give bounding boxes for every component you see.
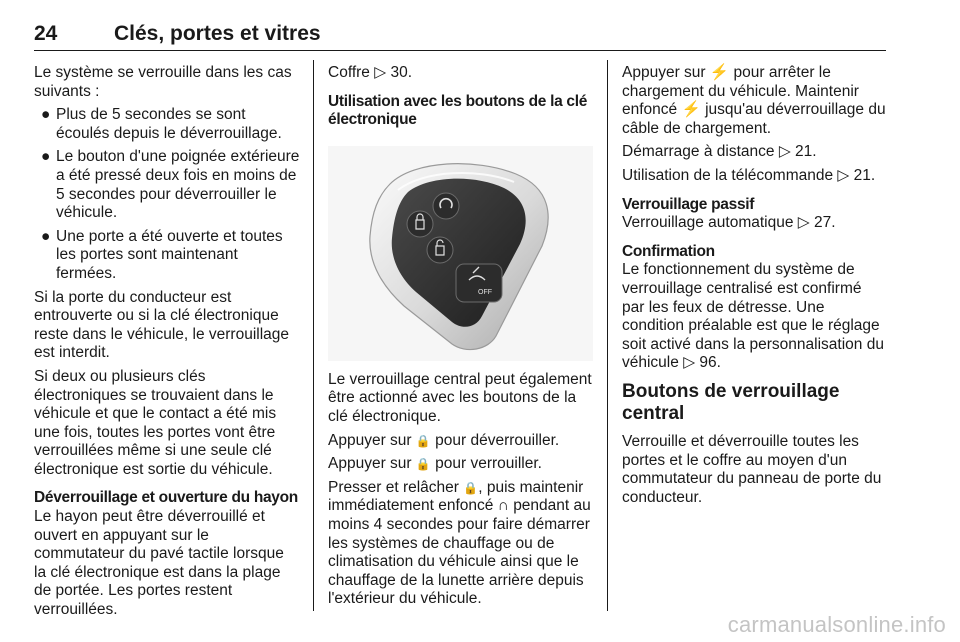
multiple-keys-paragraph: Si deux ou plusieurs clés électroniques se trouvaient dans le véhicule et que le contact a été mis une fois, toutes les portes vont être verrouillées même si une seule clé électronique est sortie du véhicule.	[34, 367, 277, 478]
driver-door-paragraph: Si la porte du conducteur est entrouverte ou si la clé électronique reste dans le véhicule, le verrouillage est interdit.	[34, 288, 290, 362]
column-divider-1	[313, 60, 314, 611]
bullet-icon: ●	[41, 227, 51, 245]
column-2	[328, 64, 595, 614]
page-number: 24	[34, 22, 58, 45]
list-item: ● Une porte a été ouverte et toutes les portes sont maintenant fermées.	[41, 227, 283, 282]
column-divider-2	[607, 60, 608, 611]
column-3	[622, 64, 888, 512]
reference-arrow-icon: ▷	[374, 64, 387, 81]
remote-start-icon: ∩	[497, 497, 509, 515]
conditions-list	[34, 106, 300, 283]
key-fob-figure	[328, 146, 593, 361]
header-rule	[34, 50, 886, 51]
key-buttons-intro: Le verrouillage central peut également être actionné avec les boutons de la clé électronique.	[328, 370, 592, 425]
reference-arrow-icon: ▷	[683, 354, 696, 372]
reference-arrow-icon: ▷	[797, 214, 810, 232]
remote-climate-instruction: Presser et relâcher 🔒, puis maintenir immédiatement enfoncé ∩ pendant au moins 4 secondes pour faire démarrer les systèmes de chauffage ou de climatisation du véhicule ainsi que le chauffage de la lunette arrière depuis l'extérieur du véhicule.	[328, 478, 591, 608]
remote-use-reference: Utilisation de la télécommande ▷ 21.	[622, 166, 876, 184]
unlock-instruction: Appuyer sur 🔒 pour déverrouiller.	[328, 431, 560, 449]
intro-paragraph: Le système se verrouille dans les cas suivants :	[34, 64, 292, 100]
charge-instruction: Appuyer sur ⚡ pour arrêter le chargement du véhicule. Maintenir enfoncé ⚡ jusqu'au déverrouillage du câble de chargement.	[622, 64, 886, 137]
confirmation-paragraph: Le fonctionnement du système de verrouillage centralisé est confirmé par les feux de détresse. Une condition préalable est que le réglage soit activé dans la personnalisation du véhicule ▷ 96.	[622, 261, 884, 372]
lock-instruction: Appuyer sur 🔒 pour verrouiller.	[328, 455, 542, 473]
confirmation-heading: Confirmation	[622, 242, 715, 260]
chapter-title: Clés, portes et vitres	[114, 22, 321, 45]
electronic-key-fob-icon	[328, 146, 593, 361]
lock-icon: 🔒	[415, 457, 431, 472]
central-locking-paragraph: Verrouille et déverrouille toutes les portes et le coffre au moyen d'un commutateur du panneau de porte du conducteur.	[622, 432, 882, 506]
tailgate-paragraph: Le hayon peut être déverrouillé et ouvert en appuyant sur le commutateur du pavé tactile lorsque la clé électronique est dans la plage de portée. Les portes restent verrouillées.	[34, 508, 284, 619]
charge-icon: ⚡	[709, 64, 730, 81]
list-item: ● Plus de 5 secondes se sont écoulés depuis le déverrouillage.	[41, 106, 282, 142]
reference-arrow-icon: ▷	[837, 166, 850, 184]
key-buttons-heading: Utilisation avec les boutons de la clé électronique	[328, 92, 588, 129]
lock-icon: 🔒	[463, 480, 479, 495]
tailgate-heading: Déverrouillage et ouverture du hayon	[34, 489, 298, 507]
page-header	[34, 22, 886, 50]
passive-locking-heading: Verrouillage passif	[622, 195, 755, 213]
bullet-icon: ●	[41, 148, 51, 166]
svg-text:OFF: OFF	[478, 288, 492, 296]
trunk-reference: Coffre ▷ 30.	[328, 64, 413, 81]
section-title: Boutons de verrouillage central	[622, 380, 840, 424]
remote-start-reference: Démarrage à distance ▷ 21.	[622, 143, 817, 161]
bullet-icon: ●	[41, 106, 51, 124]
passive-locking-reference: Verrouillage automatique ▷ 27.	[622, 214, 836, 232]
watermark: carmanualsonline.info	[727, 612, 946, 637]
charge-icon: ⚡	[681, 101, 701, 119]
column-1	[34, 64, 300, 625]
unlock-icon: 🔒	[415, 433, 431, 448]
reference-arrow-icon: ▷	[778, 143, 791, 161]
list-item: ● Le bouton d'une poignée extérieure a été pressé deux fois en moins de 5 secondes pour déverrouiller le véhicule.	[41, 148, 300, 222]
